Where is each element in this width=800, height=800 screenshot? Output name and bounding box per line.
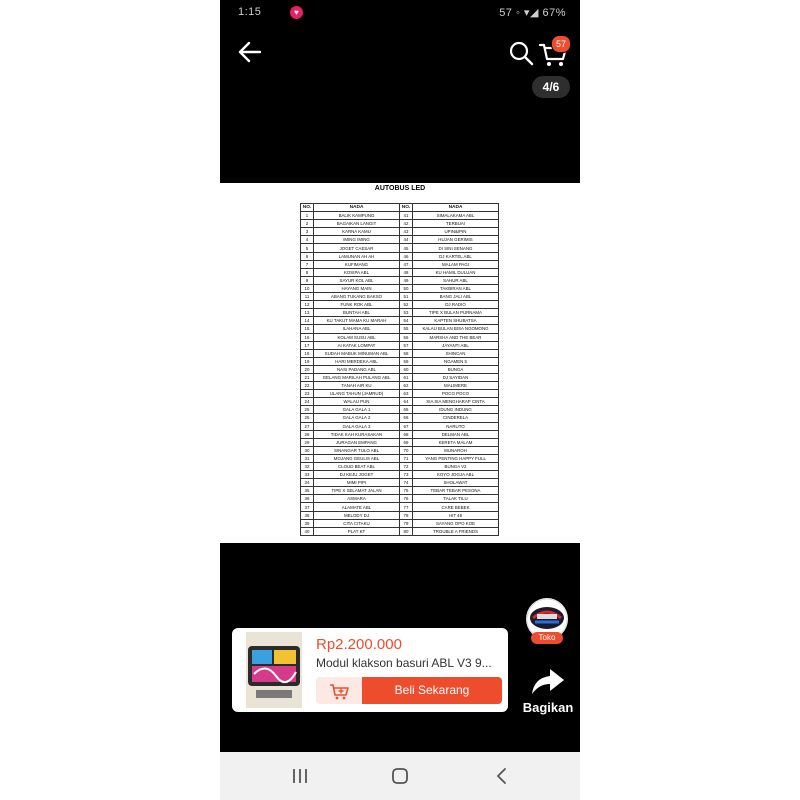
row-number: 74 [400,479,413,487]
table-row [301,301,499,309]
melody-name: BUNGA [413,365,499,373]
row-number: 59 [400,357,413,365]
row-number: 10 [301,284,314,292]
row-number: 25 [301,406,314,414]
row-number: 64 [400,398,413,406]
row-number: 2 [301,220,314,228]
melody-name: MARSHA AND THE BEAR [413,333,499,341]
row-number: 77 [400,503,413,511]
melody-name: NARUTO [413,422,499,430]
table-row [301,479,499,487]
row-number: 38 [301,511,314,519]
system-nav-bar [220,752,580,800]
melody-name: SINANGAR TULO ABL [314,446,400,454]
row-number: 67 [400,422,413,430]
share-arrow-icon [520,660,576,700]
melody-name: MELODY DJ [314,511,400,519]
row-number: 54 [400,317,413,325]
share-label: Bagikan [522,700,574,715]
row-number: 61 [400,373,413,381]
share-button[interactable] [520,660,576,720]
melody-name: HAYANG MAIN [314,284,400,292]
melody-name: ASMARA [314,495,400,503]
table-row [301,365,499,373]
melody-name: KUFIMANG [314,260,400,268]
melody-name: LAMUNAN AH AH [314,252,400,260]
row-number: 24 [301,398,314,406]
table-row [301,471,499,479]
row-number: 37 [301,503,314,511]
row-number: 55 [400,325,413,333]
table-row [301,422,499,430]
recent-apps-icon [290,766,310,786]
row-number: 26 [301,414,314,422]
melody-name: KERETA MALAM [413,438,499,446]
shop-badge-label[interactable]: Toko [531,632,563,644]
melody-name: TALAK TILU [413,495,499,503]
header-nada: NADA [314,204,400,212]
melody-name: ALAMATE ABL [314,503,400,511]
melody-name: JURAGAN EMPANG [314,438,400,446]
row-number: 28 [301,430,314,438]
row-number: 17 [301,341,314,349]
row-number: 22 [301,382,314,390]
melody-name: SAHUR ABL [413,276,499,284]
buy-now-button[interactable]: Beli Sekarang [362,677,502,704]
table-row [301,268,499,276]
table-row [301,438,499,446]
product-thumbnail[interactable] [246,632,302,708]
table-row [301,430,499,438]
row-number: 52 [400,301,413,309]
melody-name: JAYANTI ABL [413,341,499,349]
product-name[interactable]: Modul klakson basuri ABL V3 9... [316,656,492,670]
table-row [301,495,499,503]
table-row [301,382,499,390]
table-row [301,260,499,268]
row-number: 1 [301,212,314,220]
table-row [301,406,499,414]
table-row [301,341,499,349]
table-row [301,228,499,236]
melody-name: HARI MERDEKA ABL [314,357,400,365]
melody-name: TROUBLE A FRIENDS [413,527,499,535]
row-number: 36 [301,495,314,503]
row-number: 68 [400,430,413,438]
melody-name: MOJANG GEULIS ABL [314,454,400,462]
melody-name: DJ KEJU JOGET [314,471,400,479]
home-icon [390,766,410,786]
add-to-cart-button[interactable] [316,677,362,704]
melody-name: UPIN&IPIN [413,228,499,236]
melody-name: BUNTAH ABL [314,309,400,317]
melody-name: GELANG MARILAH PULANG ABL [314,373,400,381]
row-number: 47 [400,260,413,268]
product-price: Rp2.200.000 [316,636,402,653]
melody-name: WALAU PUN [314,398,400,406]
system-back-button[interactable] [492,766,512,786]
row-number: 49 [400,276,413,284]
row-number: 65 [400,406,413,414]
melody-name: KOLAM SUSU ABL [314,333,400,341]
table-row [301,463,499,471]
melody-name: DJ KARTEL ABL [413,252,499,260]
table-row [301,293,499,301]
melody-name: CARE BEBEK [413,503,499,511]
arrow-left-icon [234,36,266,68]
melody-name: CLOUD BEAT ABL [314,463,400,471]
row-number: 60 [400,365,413,373]
row-number: 19 [301,357,314,365]
melody-name: AI KATAK LOMPAT [314,341,400,349]
row-number: 71 [400,454,413,462]
row-number: 33 [301,471,314,479]
melody-name: HUJAN GERIMIS [413,236,499,244]
table-row [301,276,499,284]
row-number: 46 [400,252,413,260]
search-button[interactable] [508,40,534,66]
row-number: 3 [301,228,314,236]
melody-name: NGAMEN 5 [413,357,499,365]
table-row [301,503,499,511]
product-image-document[interactable] [220,183,580,543]
melody-name: GALA GALA 1 [314,406,400,414]
melody-name: MALIMERE [413,382,499,390]
status-time: 1:15 [238,6,262,18]
status-indicators: 57 ◦ ▾◢ 67% [499,7,566,19]
melody-name: SIA SIA MENGHARAP CINTA [413,398,499,406]
row-number: 40 [301,527,314,535]
melody-name: KOSIPA ABL [314,268,400,276]
table-body [301,212,499,536]
row-number: 27 [301,422,314,430]
row-number: 43 [400,228,413,236]
row-number: 8 [301,268,314,276]
row-number: 42 [400,220,413,228]
row-number: 45 [400,244,413,252]
row-number: 31 [301,454,314,462]
row-number: 13 [301,309,314,317]
row-number: 32 [301,463,314,471]
melody-name: TERBUAI [413,220,499,228]
document-title: AUTOBUS LED [374,185,426,192]
table-row [301,220,499,228]
melody-name: DJ RADIO [413,301,499,309]
melody-name: ILAHANA ABL [314,325,400,333]
row-number: 76 [400,495,413,503]
table-row [301,511,499,519]
melody-name: TAKBIRAN ABL [413,284,499,292]
row-number: 56 [400,333,413,341]
melody-name: GALA GALA 2 [314,414,400,422]
table-row [301,317,499,325]
row-number: 12 [301,301,314,309]
search-icon [508,40,534,66]
row-number: 53 [400,309,413,317]
chevron-left-icon [492,766,512,786]
melody-name: SAYANG OPO KOE [413,519,499,527]
melody-name: TANAH AIR KU [314,382,400,390]
row-number: 11 [301,293,314,301]
back-button[interactable] [234,36,266,68]
row-number: 7 [301,260,314,268]
melody-name: YANG PENTING HAPPY FULL [413,454,499,462]
row-number: 73 [400,471,413,479]
phone-screen [220,0,580,800]
row-number: 20 [301,365,314,373]
melody-name: KU HAMIL DULUAN [413,268,499,276]
melody-name: ULANG TAHUN (JAMRUD) [314,390,400,398]
add-to-cart-icon [316,677,362,704]
table-row [301,244,499,252]
header-no: NO. [301,204,314,212]
melody-name: KALAU BULAN BISA NGOMONG [413,325,499,333]
row-number: 48 [400,268,413,276]
table-row [301,414,499,422]
table-header-row [301,204,499,212]
row-number: 70 [400,446,413,454]
melody-name: DELMAN ABL [413,430,499,438]
row-number: 4 [301,236,314,244]
row-number: 72 [400,463,413,471]
product-image-icon [246,632,302,708]
row-number: 44 [400,236,413,244]
melody-name: DJ SAYIDAN [413,373,499,381]
row-number: 50 [400,284,413,292]
table-row [301,373,499,381]
row-number: 16 [301,333,314,341]
row-number: 35 [301,487,314,495]
melody-name: IDUNG INDUNG [413,406,499,414]
row-number: 9 [301,276,314,284]
melody-name: SUDAH MABUK MINUMAN ABL [314,349,400,357]
row-number: 78 [400,511,413,519]
table-row [301,398,499,406]
row-number: 58 [400,349,413,357]
melody-name: FUNK ROK ABL [314,301,400,309]
melody-name: CITA CITAKU [314,519,400,527]
melody-name: SAYUR KOL ABL [314,276,400,284]
table-row [301,519,499,527]
melody-name: GALA GALA 3 [314,422,400,430]
melody-name: BANG JALI ABL [413,293,499,301]
row-number: 29 [301,438,314,446]
row-number: 63 [400,390,413,398]
table-row [301,527,499,535]
table-row [301,284,499,292]
melody-name: TEBAR TEBAR PESONA [413,487,499,495]
melody-name: KAPTEN SHUBATSA [413,317,499,325]
melody-name: ABANG TUKANG BAKSO [314,293,400,301]
row-number: 57 [400,341,413,349]
table-row [301,325,499,333]
melody-name: SHOLAWAT [413,479,499,487]
row-number: 21 [301,373,314,381]
melody-name: TIPE X SELAMAT JALAN [314,487,400,495]
melody-name: KOYO JOGJA ABL [413,471,499,479]
melody-name: BAGAIKAN LANGIT [314,220,400,228]
row-number: 6 [301,252,314,260]
melody-name: PLAT KT [314,527,400,535]
row-number: 80 [400,527,413,535]
table-row [301,454,499,462]
table-row [301,309,499,317]
melody-name: KARNA KAMU [314,228,400,236]
melody-name: NASI PADANG ABL [314,365,400,373]
melody-name: MUNAROH [413,446,499,454]
header-nada: NADA [413,204,499,212]
melody-name: TIDAK KAH KURASAKAN [314,430,400,438]
row-number: 34 [301,479,314,487]
image-page-counter: 4/6 [532,76,570,98]
recent-apps-button[interactable] [290,766,310,786]
row-number: 69 [400,438,413,446]
melody-name: HIT 48 [413,511,499,519]
melody-name: KU TAKUT MAMA KU MARAH [314,317,400,325]
melody-name: BUNGA V2 [413,463,499,471]
melody-name: BALIK KAMPUNG [314,212,400,220]
home-button[interactable] [390,766,410,786]
row-number: 23 [301,390,314,398]
melody-name: POCO POCO [413,390,499,398]
notification-heart-icon: ♥ [290,6,303,19]
melody-name: IMING IMING [314,236,400,244]
row-number: 15 [301,325,314,333]
melody-name: DI SINI SENANG [413,244,499,252]
melody-name: SHINCAN [413,349,499,357]
melody-name: MIMI PIPI [314,479,400,487]
row-number: 79 [400,519,413,527]
row-number: 75 [400,487,413,495]
table-row [301,487,499,495]
row-number: 5 [301,244,314,252]
table-row [301,252,499,260]
melody-name: SIMALAKAMA ABL [413,212,499,220]
melody-name: TIPE X BULAN PURNAMA [413,309,499,317]
row-number: 30 [301,446,314,454]
product-card[interactable] [232,628,508,712]
row-number: 18 [301,349,314,357]
cart-count-badge: 57 [551,35,571,53]
row-number: 39 [301,519,314,527]
melody-name: JOGET CAESAR [314,244,400,252]
melody-name: CINDERELA [413,414,499,422]
melody-name: MALAM PAGI [413,260,499,268]
table-row [301,357,499,365]
melody-list-table [300,203,499,536]
table-row [301,212,499,220]
row-number: 14 [301,317,314,325]
row-number: 51 [400,293,413,301]
row-number: 62 [400,382,413,390]
row-number: 41 [400,212,413,220]
table-row [301,446,499,454]
status-bar [220,0,580,26]
table-row [301,236,499,244]
table-row [301,390,499,398]
header-no: NO. [400,204,413,212]
table-row [301,333,499,341]
row-number: 66 [400,414,413,422]
table-row [301,349,499,357]
